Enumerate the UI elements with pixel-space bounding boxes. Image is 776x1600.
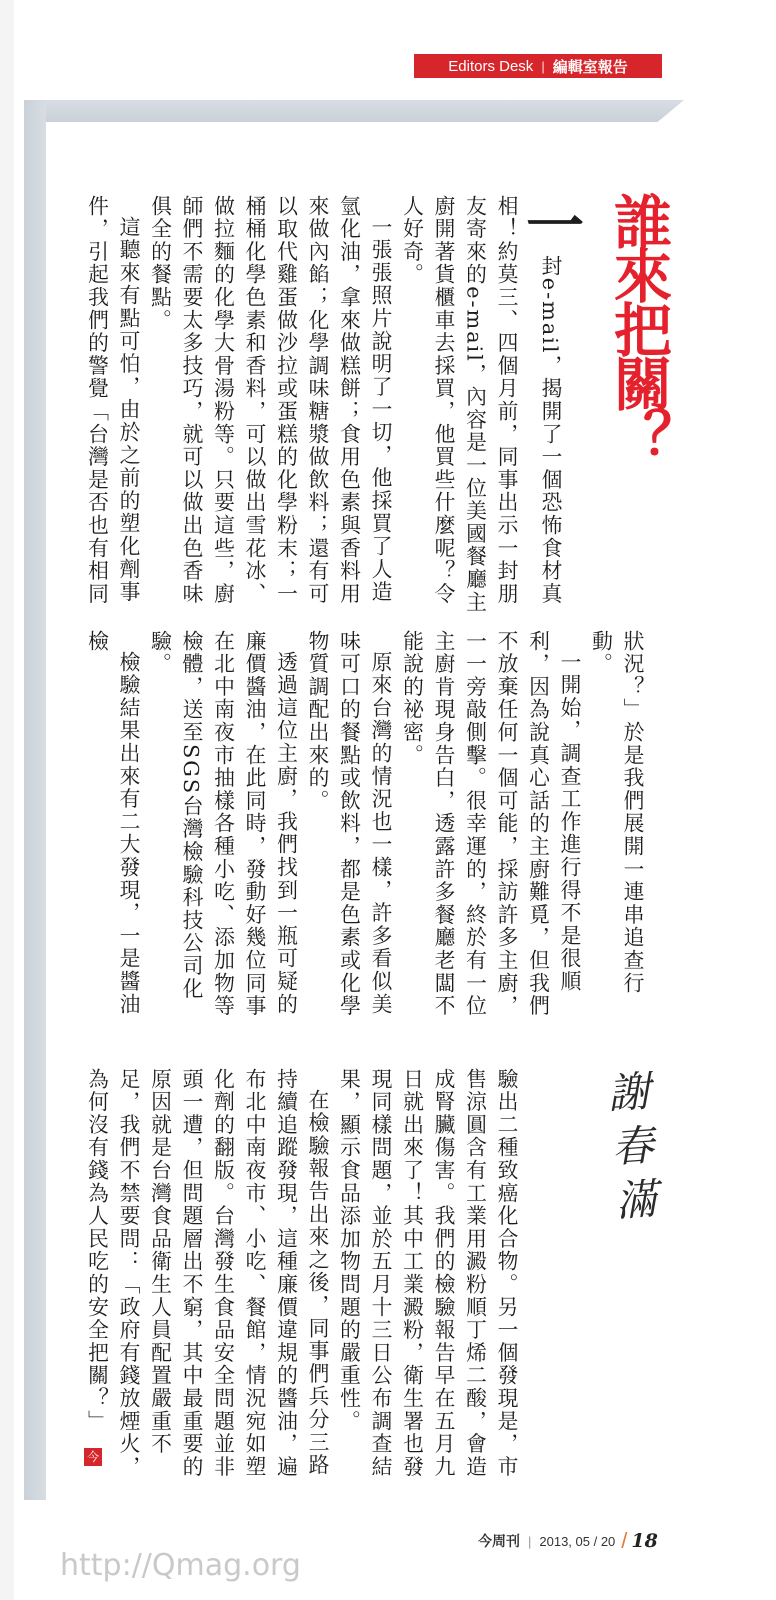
paragraph: 狀況？」於是我們展開一連串追查行動。 <box>588 630 644 995</box>
magazine-name: 今周刊 <box>478 1533 520 1549</box>
paragraph: 檢驗結果出來有二大發現，一是醬油檢 <box>84 630 140 1016</box>
section-name-zh: 編輯室報告 <box>552 58 628 76</box>
paragraph: 在檢驗報告出來之後，同事們兵分三路持續追蹤發現，這種廉價違規的醬油，遍布北中南夜市、小吃、餐館，情況宛如塑化劑的翻版。台灣發生食品安全問題並非頭一遭，但問題層出不窮，其中最重要的原因就是台灣食品衛生人員配置嚴重不足，我們不禁要問：「政府有錢放煙火，為何沒有錢為人民吃的安全把關？」 <box>84 1068 329 1479</box>
section-header-tab <box>414 54 662 78</box>
paragraph <box>395 195 584 615</box>
paragraph: 原來台灣的情況也一樣，許多看似美味可口的餐點或飲料，都是色素或化學物質調配出來的。 <box>305 630 392 1018</box>
paragraph: 一張張照片說明了一切，他採買了人造氫化油，拿來做糕餅；食用色素與香料用來做內餡；化學調味糖漿做飲料；還有可以取代雞蛋做沙拉或蛋糕的化學粉末；一桶桶化學色素和香料，可以做出雪花冰、做拉麵的化學大骨湯粉等。只要這些，廚師們不需要太多技巧，就可以做出色香味俱全的餐點。 <box>147 195 392 606</box>
frame-top-bar <box>24 100 684 122</box>
article-title: 誰來把關？ <box>604 192 672 462</box>
page-footer <box>478 1528 658 1554</box>
section-name-en: Editors Desk <box>448 57 534 75</box>
text-block-bottom <box>80 1068 521 1496</box>
watermark-url: http://Qmag.org <box>60 1548 301 1583</box>
author-signature: 謝春滿 <box>600 1068 661 1234</box>
end-mark-icon: 今 <box>84 1448 102 1466</box>
footer-slash: / <box>621 1528 628 1553</box>
footer-divider: | <box>528 1533 532 1549</box>
text-block-middle <box>80 630 647 1035</box>
paragraph-text: 封e-mail，揭開了一個恐怖食材真相！約莫三、四個月前，同事出示一封朋友寄來的e-mail，內容是一位美國餐廳主廚開著貨櫃車去採買，他買些什麼呢？令人好奇。 <box>399 195 562 614</box>
text-block-top <box>80 195 584 615</box>
paragraph: 透過這位主廚，我們找到一瓶可疑的廉價醬油，在此同時，發動好幾位同事在北中南夜市抽樣各種小吃、添加物等檢體，送至SGS台灣檢驗科技公司化驗。 <box>147 630 298 1018</box>
frame-left-bar <box>24 100 46 1500</box>
paragraph: 這聽來有點可怕，由於之前的塑化劑事件，引起我們的警覺「台灣是否也有相同 <box>84 195 140 606</box>
section-divider: | <box>541 58 545 74</box>
drop-cap: 一 <box>516 195 584 255</box>
scan-edge <box>0 0 14 1600</box>
page-number: 18 <box>631 1530 658 1552</box>
issue-date: 2013, 05 / 20 <box>539 1533 616 1549</box>
paragraph: 驗出二種致癌化合物。另一個發現是，市售涼圓含有工業用澱粉順丁烯二酸，會造成腎臟傷害。我們的檢驗報告早在五月九日就出來了！其中工業澱粉，衛生署也發現同樣問題，並於五月十三日公布調查結果，顯示食品添加物問題的嚴重性。 <box>336 1068 518 1479</box>
paragraph: 一開始，調查工作進行得不是很順利，因為說真心話的主廚難覓，但我們不放棄任何一個可能，採訪許多主廚，一一旁敲側擊。很幸運的，終於有一位主廚肯現身告白，透露許多餐廳老闆不能說的祕密。 <box>399 630 581 1018</box>
